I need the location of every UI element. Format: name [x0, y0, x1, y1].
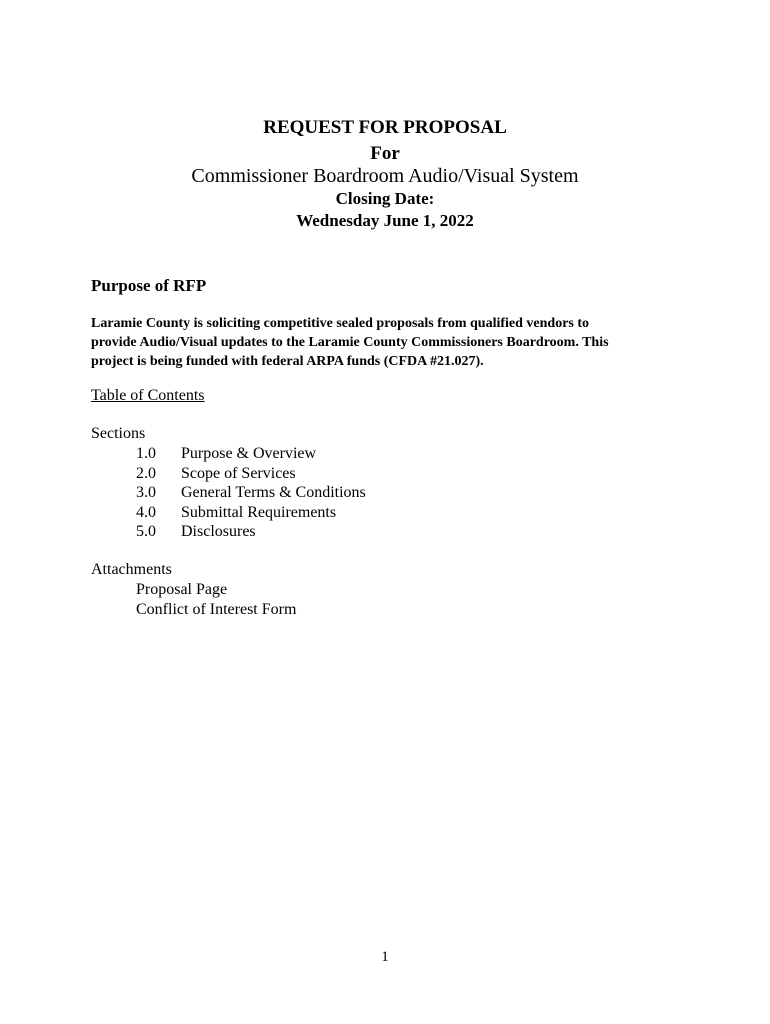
closing-date-value: Wednesday June 1, 2022: [296, 211, 474, 230]
document-for-label: For: [370, 143, 400, 164]
purpose-line: Laramie County is soliciting competitive sealed proposals from qualified vendors to: [91, 316, 590, 331]
section-title: Disclosures: [181, 523, 256, 540]
section-item: [136, 503, 366, 523]
attachments-list: [136, 580, 296, 619]
attachment-item: Proposal Page: [136, 581, 228, 598]
attachments-heading: Attachments: [91, 561, 172, 578]
section-title: General Terms & Conditions: [181, 484, 366, 501]
sections-heading: Sections: [91, 425, 146, 442]
page-number: 1: [381, 949, 389, 965]
section-item: [136, 522, 366, 542]
section-title: Purpose & Overview: [181, 445, 317, 462]
section-item: [136, 444, 366, 464]
purpose-heading: Purpose of RFP: [91, 276, 207, 295]
section-number: 2.0: [136, 464, 156, 482]
table-of-contents-heading: Table of Contents: [91, 387, 205, 404]
attachment-item: Conflict of Interest Form: [136, 600, 297, 618]
purpose-line: project is being funded with federal ARPA funds (CFDA #21.027).: [91, 354, 484, 369]
document-subject: Commissioner Boardroom Audio/Visual System: [191, 165, 579, 187]
purpose-paragraph: [91, 314, 691, 371]
sections-list: [136, 444, 366, 542]
section-number: 3.0: [136, 484, 156, 501]
closing-date-label: Closing Date:: [335, 189, 435, 208]
section-item: [136, 464, 366, 484]
section-number: 4.0: [136, 503, 156, 521]
section-item: [136, 483, 366, 503]
section-number: 1.0: [136, 445, 156, 462]
section-title: Submittal Requirements: [181, 503, 337, 521]
document-title: REQUEST FOR PROPOSAL: [263, 117, 507, 138]
section-title: Scope of Services: [181, 464, 296, 482]
purpose-line: provide Audio/Visual updates to the Laramie County Commissioners Boardroom. This: [91, 335, 609, 350]
section-number: 5.0: [136, 523, 156, 540]
